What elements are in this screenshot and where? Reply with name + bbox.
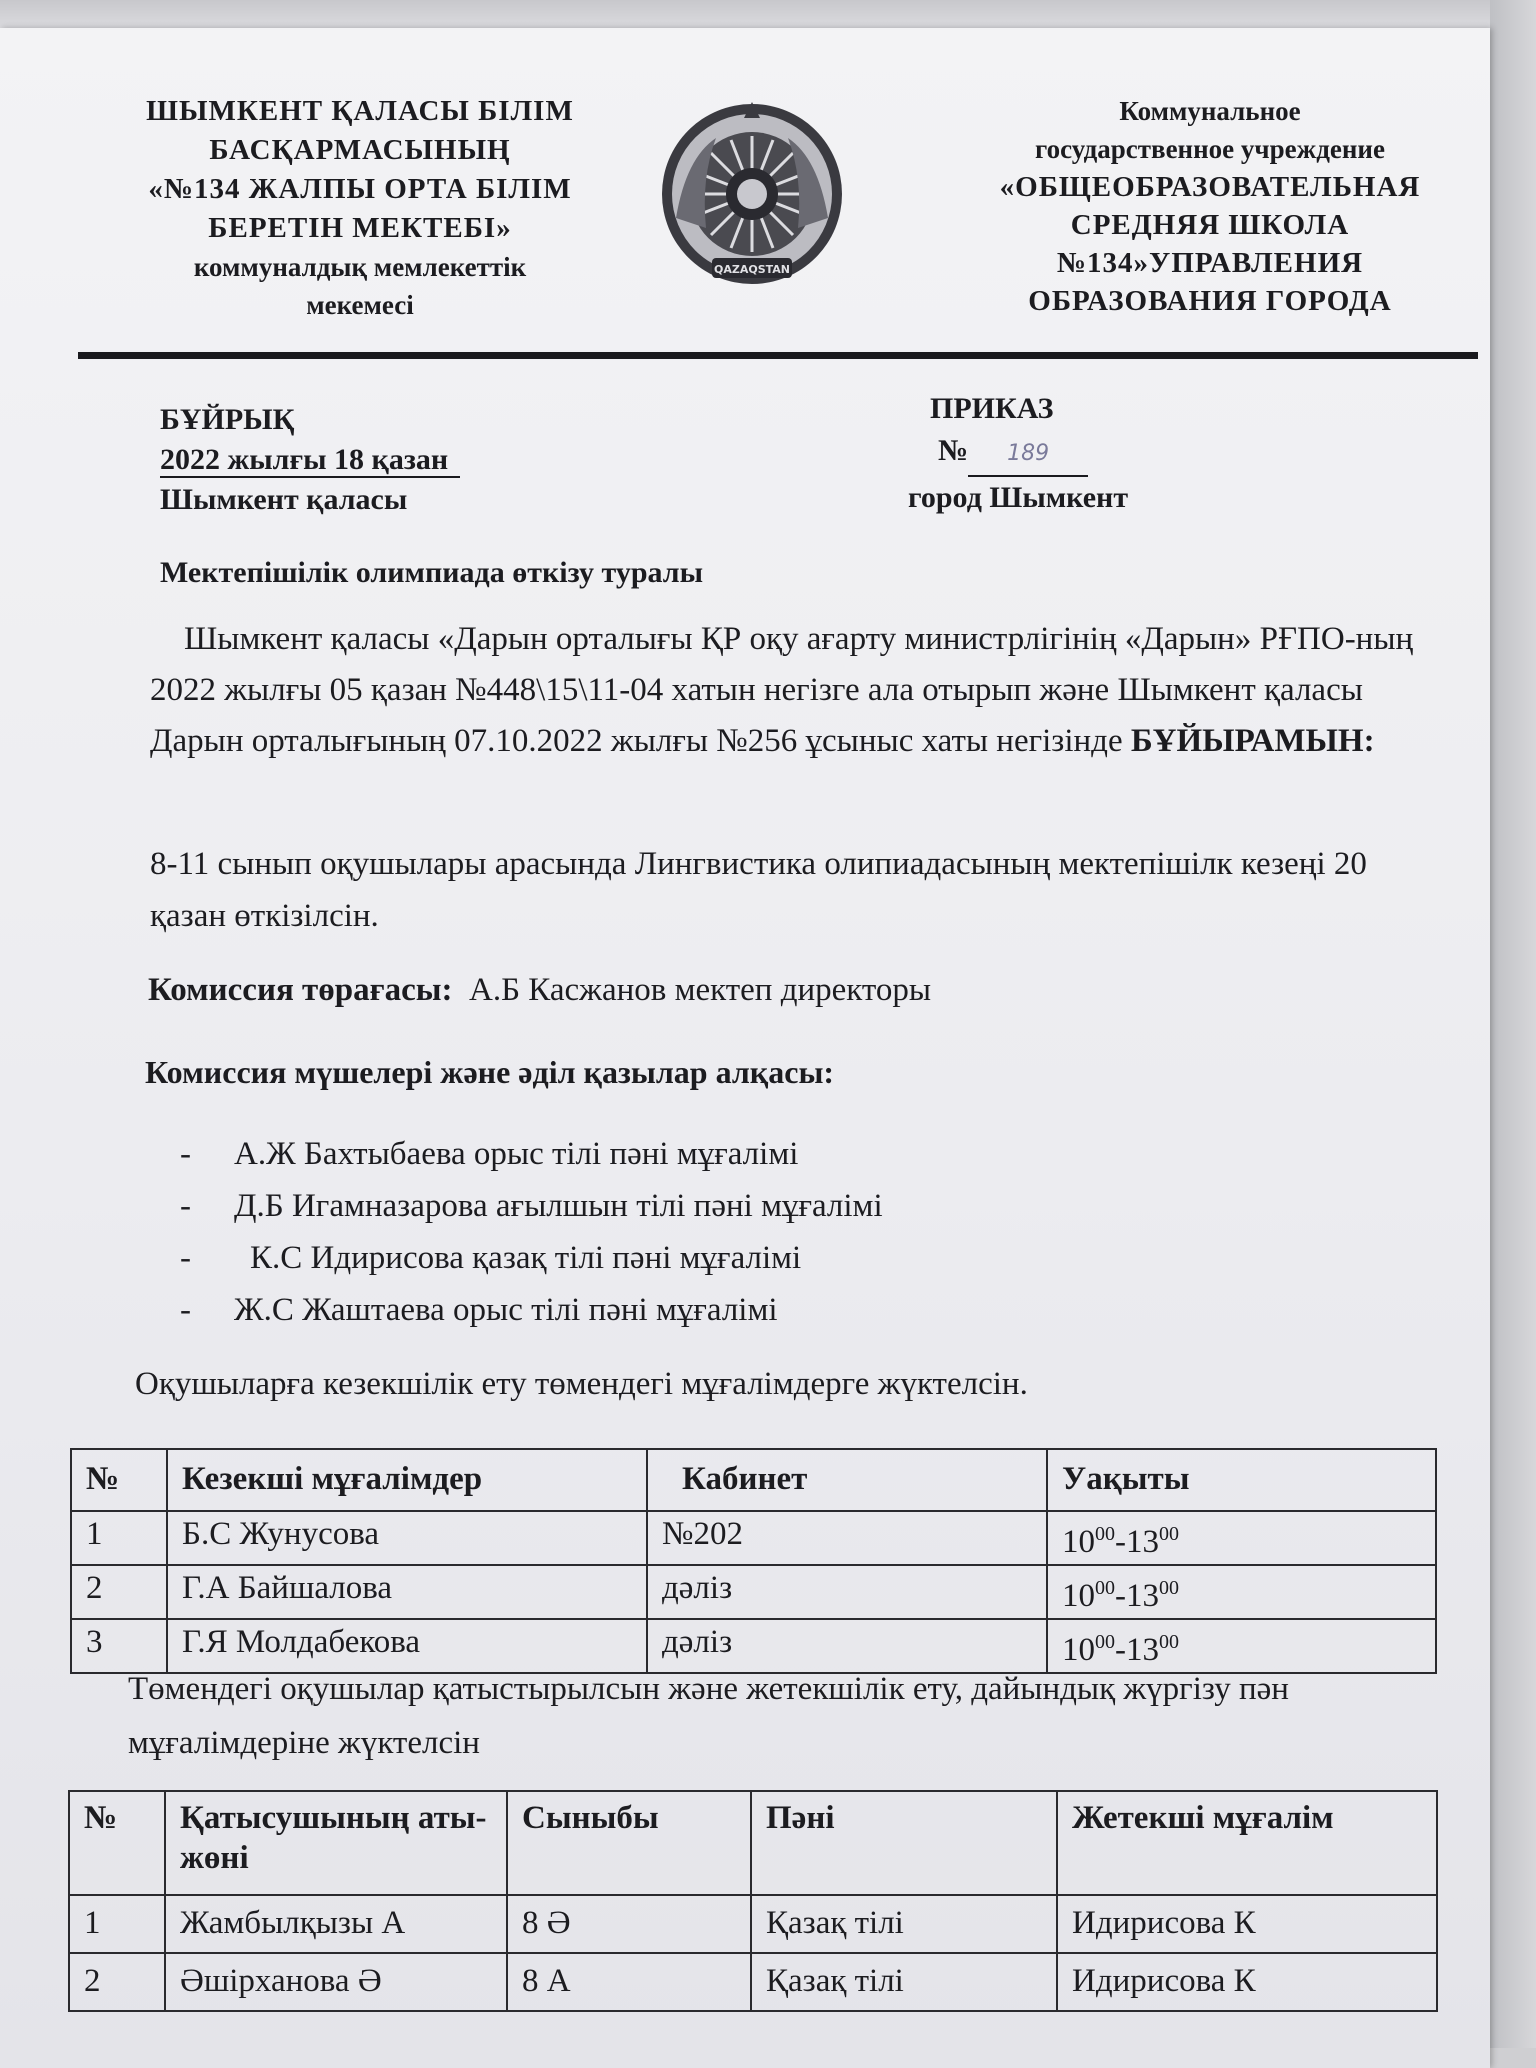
header-right-line: Коммунальное: [1119, 96, 1301, 126]
header-divider: [78, 352, 1478, 359]
state-emblem-icon: [656, 98, 848, 296]
participants-table: [68, 1790, 1438, 2012]
list-item: - К.С Идирисова қазақ тілі пәні мұғалімі: [180, 1232, 883, 1284]
header-right-line: «ОБЩЕОБРАЗОВАТЕЛЬНАЯ: [999, 171, 1421, 203]
header-left-subline: мекемесі: [306, 290, 414, 320]
table-row: 2 Г.А Байшалова дәліз $10^{00}-13^{00}$: [71, 1565, 1436, 1619]
table-header: Пәні: [751, 1791, 1057, 1895]
table-header: Кезекші мұғалімдер: [167, 1449, 647, 1511]
table-header: Кабинет: [647, 1449, 1047, 1511]
table-row: 3 Г.Я Молдабекова дәліз $10^{00}-13^{00}$: [71, 1619, 1436, 1673]
order-russian-block: [910, 388, 1128, 519]
header-kazakh: [100, 92, 620, 324]
header-left-line: БЕРЕТІН МЕКТЕБІ»: [208, 212, 512, 244]
order-number-prefix: №: [938, 434, 969, 467]
header-russian: [950, 92, 1470, 320]
list-item: - А.Ж Бахтыбаева орыс тілі пәні мұғалімі: [180, 1128, 883, 1180]
table-header: Сыныбы: [507, 1791, 751, 1895]
table-header-row: [69, 1791, 1437, 1895]
svg-text:QAZAQSTAN: QAZAQSTAN: [714, 263, 790, 276]
order-city-kz: Шымкент қаласы: [160, 483, 408, 516]
duty-instruction: Оқушыларға кезекшілік ету төмендегі мұғалімдерге жүктелсін.: [135, 1366, 1028, 1402]
order-date: 2022 жылғы 18 қазан: [160, 443, 460, 478]
document-title: Мектепішілік олимпиада өткізу туралы: [160, 556, 704, 589]
order-label-ru: ПРИКАЗ: [930, 392, 1054, 425]
chair-value: А.Б Касжанов мектеп директоры: [469, 972, 932, 1008]
intro-text: Шымкент қаласы «Дарын орталығы ҚР оқу ағарту министрлігінің «Дарын» РҒПО-ның 2022 жылғы 05 қазан №448\15\11-04 хатын негізге ала отырып және Шымкент қаласы Дарын орталығының 07.10.2022 жылғы №256 ұсыныс хаты негізінде: [150, 621, 1414, 759]
table-header: №: [71, 1449, 167, 1511]
order-number-handwritten: 189: [968, 433, 1088, 477]
commission-chair: [148, 972, 931, 1009]
order-label-kz: БҰЙРЫҚ: [160, 403, 295, 436]
header-left-line: «№134 ЖАЛПЫ ОРТА БІЛІМ: [148, 173, 572, 205]
header-right-line: ОБРАЗОВАНИЯ ГОРОДА: [1028, 285, 1392, 317]
table-row: 1 Жамбылқызы А 8 Ә Қазақ тілі Идирисова К: [69, 1895, 1437, 1953]
decree-paragraph: 8-11 сынып оқушылары арасында Лингвистика олипиадасының мектепішілк кезеңі 20 қазан өткізілсін.: [150, 846, 1367, 934]
table-row: 2 Әшірханова Ә 8 А Қазақ тілі Идирисова К: [69, 1953, 1437, 2011]
members-list: [180, 1128, 883, 1336]
table-header: Қатысушының аты-жөні: [165, 1791, 507, 1895]
header-right-line: СРЕДНЯЯ ШКОЛА: [1070, 209, 1350, 241]
intro-emphasis: БҰЙЫРАМЫН:: [1130, 723, 1375, 759]
members-title: Комиссия мүшелері және әділ қазылар алқасы:: [145, 1054, 835, 1090]
table-row: 1 Б.С Жунусова №202 $10^{00}-13^{00}$: [71, 1511, 1436, 1565]
order-city-ru: город Шымкент: [908, 481, 1129, 514]
header-left-line: ШЫМКЕНТ ҚАЛАСЫ БІЛІМ: [146, 95, 574, 127]
table-header-row: [71, 1449, 1436, 1511]
header-right-line: №134»УПРАВЛЕНИЯ: [1056, 247, 1364, 279]
order-kazakh-block: [160, 400, 460, 520]
background-edge: [1490, 0, 1536, 2048]
header-left-line: БАСҚАРМАСЫНЫҢ: [209, 134, 511, 166]
list-item: - Д.Б Игамназарова ағылшын тілі пәні мұғалімі: [180, 1180, 883, 1232]
table-header: №: [69, 1791, 165, 1895]
list-item: - Ж.С Жаштаева орыс тілі пәні мұғалімі: [180, 1284, 883, 1336]
duty-table: [70, 1448, 1437, 1674]
chair-label: Комиссия төрағасы:: [148, 972, 453, 1008]
assign-instruction: Төмендегі оқушылар қатыстырылсын және жетекшілік ету, дайындық жүргізу пән мұғалімдеріне жүктелсін: [128, 1671, 1289, 1761]
table-header: Уақыты: [1047, 1449, 1436, 1511]
intro-paragraph: [150, 614, 1420, 767]
header-left-subline: коммуналдық мемлекеттік: [193, 252, 527, 282]
header-right-line: государственное учреждение: [1035, 134, 1385, 164]
table-header: Жетекші мұғалім: [1057, 1791, 1437, 1895]
background-surface: [0, 0, 1536, 30]
